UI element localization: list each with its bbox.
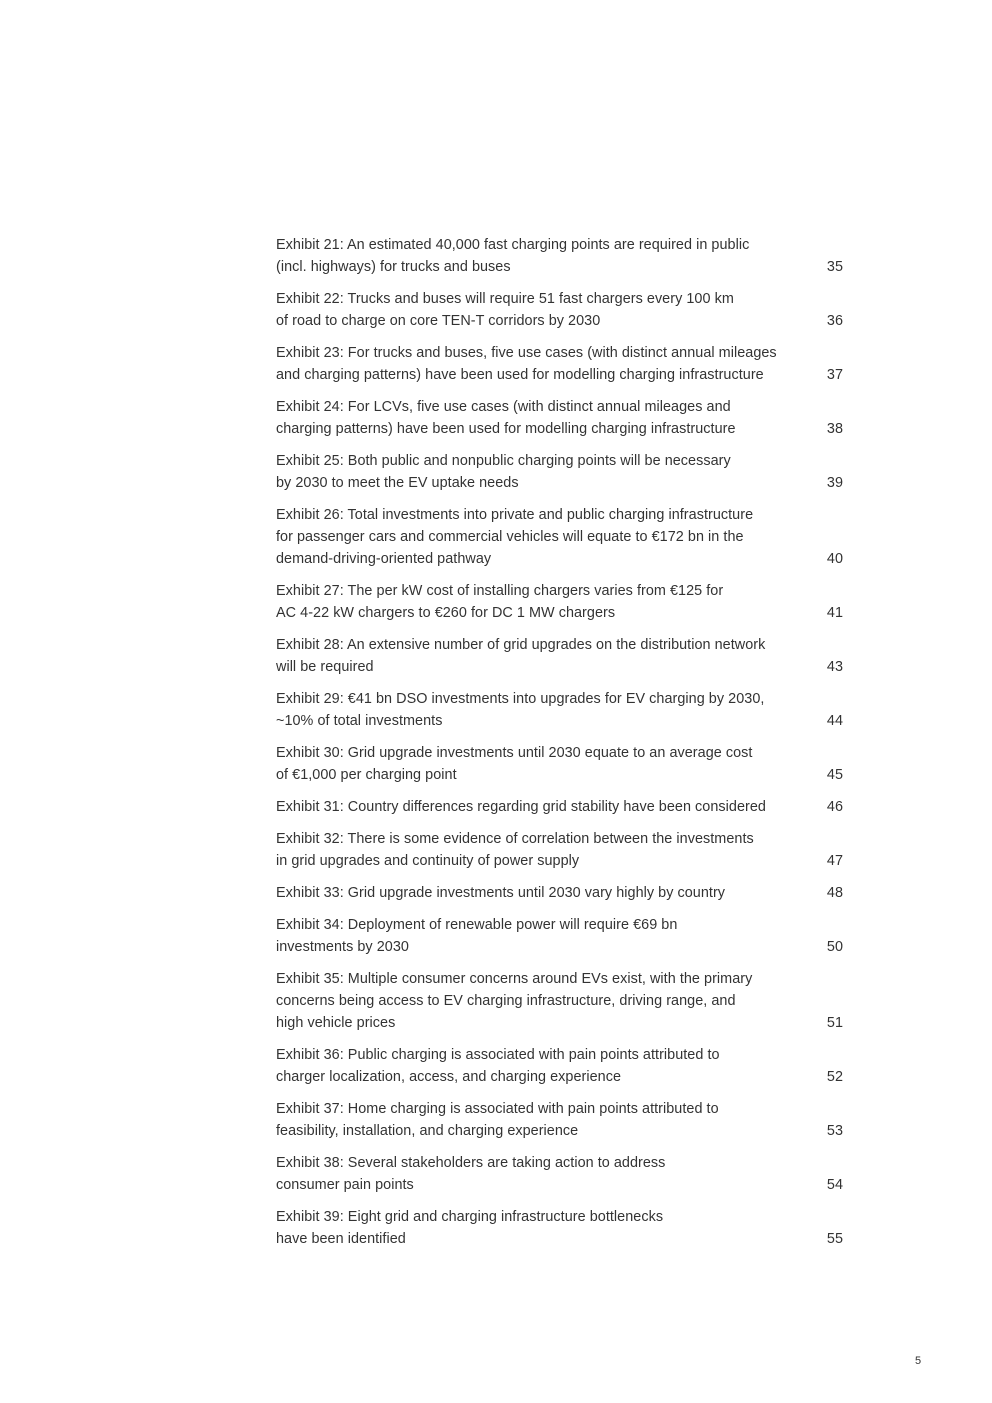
toc-entry[interactable] [276, 1152, 844, 1196]
toc-entry-page-number: 44 [826, 713, 843, 729]
toc-entry-title-line: of €1,000 per charging point [276, 767, 457, 783]
toc-entry-title-line: Exhibit 32: There is some evidence of correlation between the investments [276, 831, 754, 847]
toc-entry-title-line: Exhibit 38: Several stakeholders are taking action to address [276, 1155, 666, 1171]
toc-entry-page-number: 45 [826, 767, 843, 783]
toc-entry-title-line: charging patterns) have been used for modelling charging infrastructure [276, 421, 736, 437]
toc-entry-page-number: 55 [826, 1231, 843, 1247]
toc-entry-title-line: demand-driving-oriented pathway [276, 551, 492, 567]
toc-entry-title-line: Exhibit 29: €41 bn DSO investments into upgrades for EV charging by 2030, [276, 691, 765, 707]
toc-entry-title-line: investments by 2030 [276, 939, 409, 955]
toc-entry-page-number: 53 [826, 1123, 843, 1139]
toc-entry-title-line: Exhibit 35: Multiple consumer concerns around EVs exist, with the primary [276, 971, 753, 987]
toc-entry-title-line: Exhibit 36: Public charging is associated with pain points attributed to [276, 1047, 720, 1063]
toc-entry[interactable] [276, 882, 844, 904]
toc-entry[interactable] [276, 796, 844, 818]
toc-entry-title-line: feasibility, installation, and charging experience [276, 1123, 579, 1139]
toc-entry-title-line: have been identified [276, 1231, 406, 1247]
toc-entry-page-number: 40 [826, 551, 843, 567]
toc-entry-page-number: 36 [826, 313, 843, 329]
toc-entry-page-number: 46 [826, 799, 843, 815]
toc-entry-title-line: charger localization, access, and charging experience [276, 1069, 622, 1085]
toc-entry[interactable] [276, 828, 844, 872]
toc-entry[interactable] [276, 450, 844, 494]
toc-entry-title-line: Exhibit 33: Grid upgrade investments until 2030 vary highly by country [276, 885, 726, 901]
toc-entry[interactable] [276, 1206, 844, 1250]
toc-entry-title-line: in grid upgrades and continuity of power supply [276, 853, 580, 869]
toc-entry-title-line: Exhibit 30: Grid upgrade investments until 2030 equate to an average cost [276, 745, 753, 761]
toc-entry-page-number: 50 [826, 939, 843, 955]
toc-entry-title-line: Exhibit 24: For LCVs, five use cases (with distinct annual mileages and [276, 399, 731, 415]
toc-entry[interactable] [276, 1044, 844, 1088]
toc-entry-page-number: 52 [826, 1069, 843, 1085]
toc-entry-title-line: Exhibit 28: An extensive number of grid upgrades on the distribution network [276, 637, 766, 653]
toc-entry[interactable] [276, 914, 844, 958]
toc-entry[interactable] [276, 688, 844, 732]
toc-entry-title-line: Exhibit 25: Both public and nonpublic charging points will be necessary [276, 453, 731, 469]
toc-entry-page-number: 51 [826, 1015, 843, 1031]
toc-entry-page-number: 48 [826, 885, 843, 901]
toc-entry[interactable] [276, 634, 844, 678]
table-of-exhibits [276, 234, 844, 1260]
toc-entry-page-number: 35 [826, 259, 843, 275]
toc-entry-title-line: Exhibit 26: Total investments into private and public charging infrastructure [276, 507, 754, 523]
toc-entry[interactable] [276, 742, 844, 786]
toc-entry-page-number: 39 [826, 475, 843, 491]
toc-entry-page-number: 47 [826, 853, 843, 869]
toc-entry-page-number: 54 [826, 1177, 843, 1193]
toc-entry-title-line: AC 4-22 kW chargers to €260 for DC 1 MW chargers [276, 605, 616, 621]
toc-entry-title-line: Exhibit 34: Deployment of renewable power will require €69 bn [276, 917, 678, 933]
toc-entry-title-line: will be required [276, 659, 374, 675]
toc-entry-title-line: Exhibit 37: Home charging is associated with pain points attributed to [276, 1101, 719, 1117]
toc-entry-page-number: 43 [826, 659, 843, 675]
toc-entry-title-line: (incl. highways) for trucks and buses [276, 259, 511, 275]
toc-entry-title-line: Exhibit 31: Country differences regarding grid stability have been considered [276, 799, 766, 815]
toc-entry[interactable] [276, 396, 844, 440]
toc-entry-title-line: and charging patterns) have been used for modelling charging infrastructure [276, 367, 764, 383]
toc-entry-title-line: Exhibit 23: For trucks and buses, five use cases (with distinct annual mileages [276, 345, 777, 361]
toc-entry-title-line: concerns being access to EV charging infrastructure, driving range, and [276, 993, 736, 1009]
toc-entry-page-number: 38 [826, 421, 843, 437]
toc-entry[interactable] [276, 234, 844, 278]
toc-entry-title-line: Exhibit 21: An estimated 40,000 fast charging points are required in public [276, 237, 750, 253]
toc-entry-page-number: 41 [826, 605, 843, 621]
toc-entry-title-line: Exhibit 27: The per kW cost of installing chargers varies from €125 for [276, 583, 724, 599]
toc-entry-title-line: Exhibit 22: Trucks and buses will require 51 fast chargers every 100 km [276, 291, 734, 307]
toc-entry[interactable] [276, 580, 844, 624]
toc-entry-title-line: ~10% of total investments [276, 713, 443, 729]
toc-entry[interactable] [276, 342, 844, 386]
toc-entry-title-line: consumer pain points [276, 1177, 414, 1193]
toc-entry[interactable] [276, 968, 844, 1034]
toc-entry-title-line: high vehicle prices [276, 1015, 396, 1031]
toc-entry-title-line: Exhibit 39: Eight grid and charging infrastructure bottlenecks [276, 1209, 664, 1225]
page-number: 5 [915, 1355, 922, 1367]
toc-entry[interactable] [276, 1098, 844, 1142]
toc-entry-title-line: by 2030 to meet the EV uptake needs [276, 475, 519, 491]
toc-entry-title-line: for passenger cars and commercial vehicles will equate to €172 bn in the [276, 529, 744, 545]
toc-entry-page-number: 37 [826, 367, 843, 383]
toc-entry-title-line: of road to charge on core TEN-T corridors by 2030 [276, 313, 601, 329]
toc-entry[interactable] [276, 504, 844, 570]
toc-entry[interactable] [276, 288, 844, 332]
